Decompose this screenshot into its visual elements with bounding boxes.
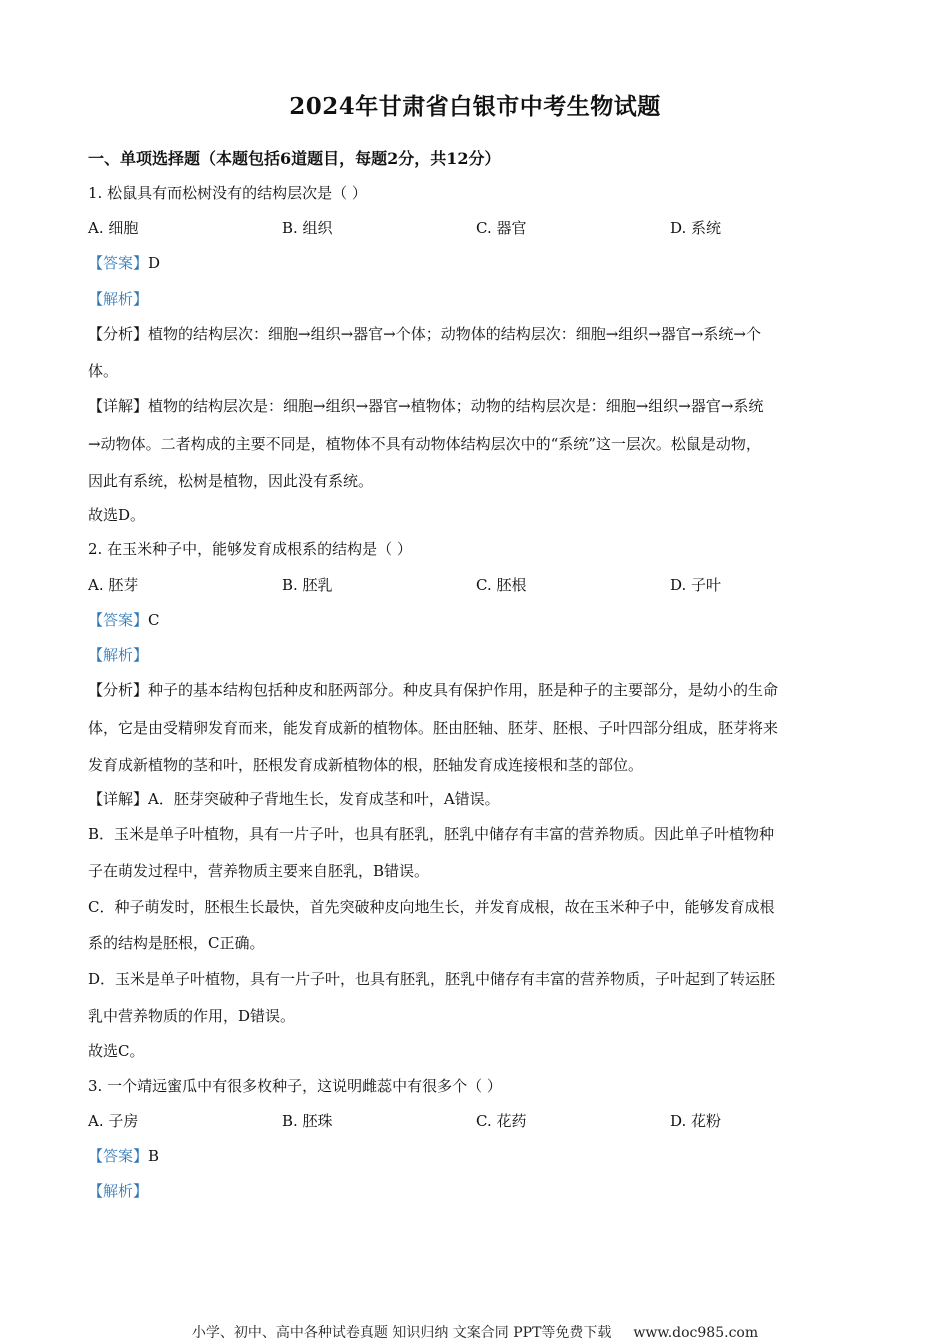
xiangjie-tag: 【详解】 [88,397,149,415]
question-1-options [88,218,868,238]
answer-tag: 【答案】 [88,254,149,272]
option-c: C. 花药 [476,1112,527,1130]
fenxi-text: 种子的基本结构包括种皮和胚两部分。种皮具有保护作用，胚是种子的主要部分，是幼小的生命 [148,681,779,699]
answer-line [88,1146,159,1166]
question-2-stem: 2. 在玉米种子中，能够发育成根系的结构是（ ） [88,540,412,558]
option-b: B. 胚乳 [282,576,333,594]
xiangjie-line [88,396,763,416]
fenxi-line [88,324,761,344]
question-3-options [88,1111,868,1131]
exam-title: 2024年甘肃省白银市中考生物试题 [289,93,661,120]
answer-value: D [148,254,161,272]
analysis-tag: 【解析】 [88,1182,149,1200]
question-1-stem: 1. 松鼠具有而松树没有的结构层次是（ ） [88,184,367,202]
option-c: C. 器官 [476,219,527,237]
answer-tag: 【答案】 [88,611,149,629]
answer-value: B [148,1147,160,1165]
fenxi-line: 体。 [88,362,119,380]
question-3-stem: 3. 一个靖远蜜瓜中有很多枚种子，这说明雌蕊中有很多个（ ） [88,1077,502,1095]
page-footer [0,1322,950,1342]
xiangjie-line: D．玉米是单子叶植物，具有一片子叶，也具有胚乳，胚乳中储存有丰富的营养物质，子叶起到了转运胚 [88,970,776,988]
fenxi-line [88,680,778,700]
fenxi-text: 植物的结构层次：细胞→组织→器官→个体；动物体的结构层次：细胞→组织→器官→系统→个 [148,325,761,343]
option-a: A. 子房 [88,1112,139,1130]
option-a: A. 细胞 [88,219,139,237]
xiangjie-line: 因此有系统，松树是植物，因此没有系统。 [88,472,374,490]
option-c: C. 胚根 [476,576,527,594]
option-a: A. 胚芽 [88,576,139,594]
xiangjie-tag: 【详解】 [88,790,149,808]
answer-value: C [148,611,160,629]
footer-url[interactable]: www.doc985.com [633,1325,759,1341]
analysis-tag: 【解析】 [88,646,149,664]
footer-text: 小学、初中、高中各种试卷真题 知识归纳 文案合同 PPT等免费下载 [191,1325,612,1341]
analysis-heading [88,289,148,309]
analysis-tag: 【解析】 [88,290,149,308]
section-heading: 一、单项选择题（本题包括6道题目，每题2分，共12分） [88,149,501,168]
fenxi-line: 发育成新植物的茎和叶，胚根发育成新植物体的根，胚轴发育成连接根和茎的部位。 [88,756,644,774]
conclusion: 故选C。 [88,1042,145,1060]
xiangjie-line: 乳中营养物质的作用，D错误。 [88,1007,296,1025]
answer-line [88,610,160,630]
fenxi-tag: 【分析】 [88,681,149,699]
xiangjie-text: 植物的结构层次是：细胞→组织→器官→植物体；动物的结构层次是：细胞→组织→器官→系统 [148,397,764,415]
xiangjie-line: →动物体。二者构成的主要不同是，植物体不具有动物体结构层次中的“系统”这一层次。松鼠是动物， [88,435,761,453]
analysis-heading [88,645,148,665]
xiangjie-text: A．胚芽突破种子背地生长，发育成茎和叶，A错误。 [148,790,500,808]
option-b: B. 组织 [282,219,333,237]
answer-tag: 【答案】 [88,1147,149,1165]
analysis-heading [88,1181,148,1201]
option-d: D. 子叶 [670,576,722,594]
xiangjie-line: 系的结构是胚根，C正确。 [88,934,265,952]
option-d: D. 系统 [670,219,722,237]
conclusion: 故选D。 [88,506,146,524]
option-d: D. 花粉 [670,1112,722,1130]
option-b: B. 胚珠 [282,1112,333,1130]
question-2-options [88,575,868,595]
fenxi-line: 体，它是由受精卵发育而来，能发育成新的植物体。胚由胚轴、胚芽、胚根、子叶四部分组成，胚芽将来 [88,719,779,737]
fenxi-tag: 【分析】 [88,325,149,343]
xiangjie-line: C．种子萌发时，胚根生长最快，首先突破种皮向地生长，并发育成根，故在玉米种子中，能够发育成根 [88,898,775,916]
xiangjie-line: B．玉米是单子叶植物，具有一片子叶，也具有胚乳，胚乳中储存有丰富的营养物质。因此单子叶植物种 [88,825,775,843]
answer-line [88,253,160,273]
xiangjie-line [88,789,500,809]
xiangjie-line: 子在萌发过程中，营养物质主要来自胚乳，B错误。 [88,862,430,880]
